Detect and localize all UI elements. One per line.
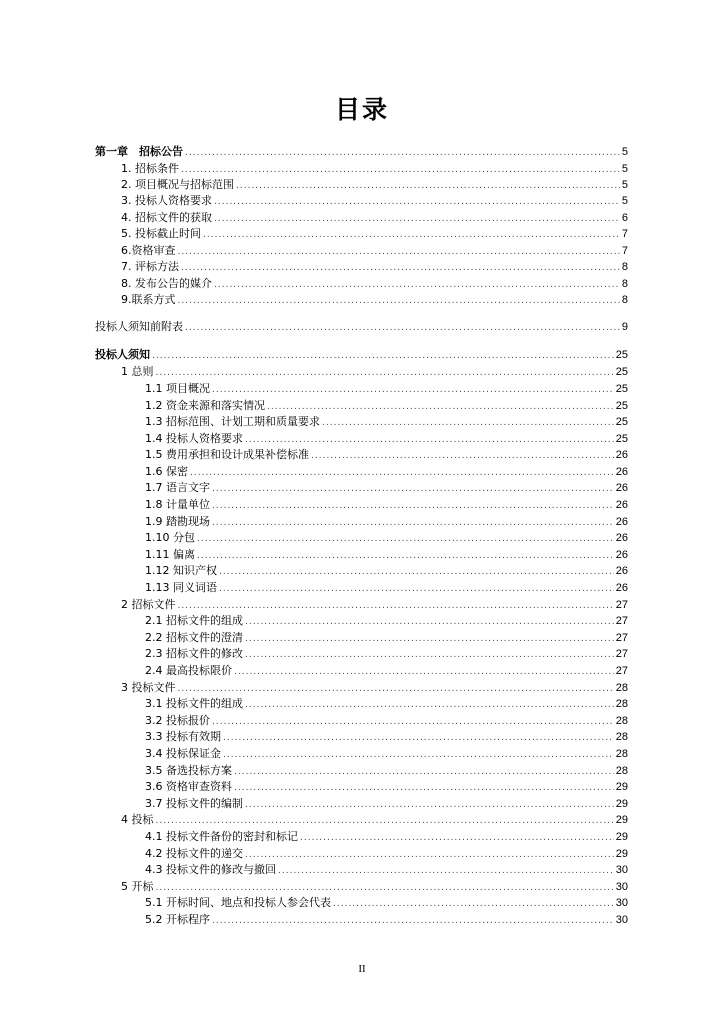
toc-entry[interactable] <box>145 547 628 562</box>
toc-entry-label: 2.3 招标文件的修改 <box>145 647 243 660</box>
toc-entry-page: 28 <box>615 715 628 727</box>
toc-entry-label: 9.联系方式 <box>121 293 176 306</box>
toc-entry-page: 26 <box>615 582 628 594</box>
toc-entry-label: 6.资格审查 <box>121 244 176 257</box>
toc-entry-page: 5 <box>621 195 628 207</box>
toc-entry[interactable] <box>121 161 628 176</box>
toc-entry[interactable] <box>145 713 628 728</box>
toc-entry[interactable] <box>145 912 628 927</box>
toc-entry-label: 8. 发布公告的媒介 <box>121 277 212 290</box>
toc-entry-page: 25 <box>615 433 628 445</box>
toc-entry-page: 28 <box>615 748 628 760</box>
toc-entry-label: 1.6 保密 <box>145 465 188 478</box>
toc-leader-dots <box>178 599 614 614</box>
toc-leader-dots <box>156 881 614 896</box>
toc-entry-page: 26 <box>615 449 628 461</box>
toc-entry-page: 27 <box>615 665 628 677</box>
toc-entry-label: 3.2 投标报价 <box>145 714 210 727</box>
toc-entry-page: 25 <box>615 366 628 378</box>
toc-entry-page: 28 <box>615 731 628 743</box>
toc-entry-label: 5.1 开标时间、地点和投标人参会代表 <box>145 896 331 909</box>
toc-entry-page: 5 <box>621 179 628 191</box>
toc-leader-dots <box>178 245 620 260</box>
toc-entry-page: 5 <box>621 146 628 158</box>
toc-entry-page: 28 <box>615 698 628 710</box>
toc-leader-dots <box>245 615 614 630</box>
toc-entry-label: 1.4 投标人资格要求 <box>145 432 243 445</box>
toc-leader-dots <box>212 482 614 497</box>
toc-entry[interactable] <box>95 319 628 334</box>
toc-entry[interactable] <box>145 796 628 811</box>
toc-entry[interactable] <box>121 597 628 612</box>
toc-entry-page: 26 <box>615 549 628 561</box>
toc-leader-dots <box>267 400 614 415</box>
toc-leader-dots <box>245 433 614 448</box>
toc-entry[interactable] <box>145 895 628 910</box>
toc-leader-dots <box>185 321 620 336</box>
toc-entry-page: 26 <box>615 516 628 528</box>
toc-entry-label: 1.13 同义词语 <box>145 581 217 594</box>
toc-entry-label: 4.1 投标文件备份的密封和标记 <box>145 830 298 843</box>
toc-leader-dots <box>219 565 614 580</box>
toc-entry[interactable] <box>121 259 628 274</box>
toc-entry-page: 27 <box>615 615 628 627</box>
toc-entry-page: 6 <box>621 212 628 224</box>
toc-entry-page: 7 <box>621 228 628 240</box>
toc-leader-dots <box>245 648 614 663</box>
toc-leader-dots <box>156 814 614 829</box>
toc-entry[interactable] <box>145 514 628 529</box>
toc-entry[interactable] <box>121 879 628 894</box>
toc-entry-label: 1.11 偏离 <box>145 548 195 561</box>
toc-entry-page: 26 <box>615 532 628 544</box>
toc-entry[interactable] <box>145 398 628 413</box>
toc-leader-dots <box>181 163 620 178</box>
toc-entry-label: 投标人须知前附表 <box>95 320 183 333</box>
toc-entry[interactable] <box>121 812 628 827</box>
toc-leader-dots <box>197 549 614 564</box>
toc-entry-page: 5 <box>621 163 628 175</box>
toc-entry[interactable] <box>145 779 628 794</box>
toc-entry-label: 1.3 招标范围、计划工期和质量要求 <box>145 415 320 428</box>
toc-leader-dots <box>223 731 614 746</box>
toc-entry-page: 26 <box>615 482 628 494</box>
toc-entry-page: 25 <box>615 383 628 395</box>
toc-entry[interactable] <box>121 226 628 241</box>
toc-entry-page: 26 <box>615 499 628 511</box>
toc-entry[interactable] <box>145 497 628 512</box>
toc-entry-label: 1.10 分包 <box>145 531 195 544</box>
toc-entry-page: 27 <box>615 648 628 660</box>
toc-leader-dots <box>190 466 614 481</box>
toc-entry[interactable] <box>121 276 628 291</box>
toc-entry-label: 2.4 最高投标限价 <box>145 664 232 677</box>
toc-entry-page: 28 <box>615 765 628 777</box>
toc-entry-label: 4. 招标文件的获取 <box>121 211 212 224</box>
toc-entry-label: 5 开标 <box>121 880 154 893</box>
toc-entry-page: 30 <box>615 864 628 876</box>
toc-entry-page: 30 <box>615 881 628 893</box>
toc-entry[interactable] <box>95 144 628 159</box>
toc-entry-page: 29 <box>615 781 628 793</box>
toc-entry[interactable] <box>121 364 628 379</box>
toc-entry-label: 1.7 语言文字 <box>145 481 210 494</box>
toc-leader-dots <box>333 897 614 912</box>
toc-entry-label: 1.5 费用承担和设计成果补偿标准 <box>145 448 309 461</box>
toc-entry[interactable] <box>145 646 628 661</box>
toc-entry-label: 1.8 计量单位 <box>145 498 210 511</box>
toc-entry-page: 25 <box>615 349 628 361</box>
toc-leader-dots <box>212 914 614 929</box>
toc-leader-dots <box>311 449 614 464</box>
toc-leader-dots <box>300 831 614 846</box>
toc-entry-label: 1.2 资金来源和落实情况 <box>145 399 265 412</box>
toc-title: 目录 <box>334 95 389 124</box>
toc-leader-dots <box>219 582 614 597</box>
toc-entry[interactable] <box>145 563 628 578</box>
toc-entry-page: 8 <box>621 278 628 290</box>
toc-entry[interactable] <box>121 193 628 208</box>
toc-entry-label: 2.2 招标文件的澄清 <box>145 631 243 644</box>
toc-leader-dots <box>245 632 614 647</box>
toc-entry-label: 4.3 投标文件的修改与撤回 <box>145 863 276 876</box>
toc-entry[interactable] <box>145 829 628 844</box>
toc-entry[interactable] <box>145 862 628 877</box>
toc-entry-page: 29 <box>615 848 628 860</box>
toc-leader-dots <box>214 212 620 227</box>
toc-entry[interactable] <box>145 580 628 595</box>
toc-entry-label: 2. 项目概况与招标范围 <box>121 178 234 191</box>
toc-entry-page: 9 <box>621 321 628 333</box>
toc-entry[interactable] <box>145 846 628 861</box>
toc-entry-label: 2 招标文件 <box>121 598 176 611</box>
toc-entry-page: 30 <box>615 914 628 926</box>
toc-leader-dots <box>322 416 614 431</box>
toc-entry-label: 3.7 投标文件的编制 <box>145 797 243 810</box>
toc-leader-dots <box>245 848 614 863</box>
toc-leader-dots <box>212 715 614 730</box>
toc-entry-label: 5. 投标截止时间 <box>121 227 201 240</box>
toc-entry[interactable] <box>145 746 628 761</box>
toc-entry[interactable] <box>145 464 628 479</box>
toc-leader-dots <box>156 366 614 381</box>
toc-entry-page: 30 <box>615 897 628 909</box>
toc-leader-dots <box>197 532 614 547</box>
toc-entry-page: 29 <box>615 831 628 843</box>
toc-leader-dots <box>223 748 614 763</box>
toc-entry-page: 27 <box>615 632 628 644</box>
toc-entry[interactable] <box>121 292 628 307</box>
toc-entry-label: 1.9 踏勘现场 <box>145 515 210 528</box>
toc-entry-page: 27 <box>615 599 628 611</box>
toc-leader-dots <box>245 798 614 813</box>
toc-entry-page: 29 <box>615 798 628 810</box>
toc-entry[interactable] <box>145 480 628 495</box>
toc-entry[interactable] <box>145 530 628 545</box>
toc-entry-page: 25 <box>615 416 628 428</box>
toc-leader-dots <box>214 195 620 210</box>
toc-entry-label: 7. 评标方法 <box>121 260 179 273</box>
toc-entry-page: 26 <box>615 565 628 577</box>
toc-entry[interactable] <box>145 431 628 446</box>
toc-entry[interactable] <box>145 696 628 711</box>
toc-entry-label: 第一章 招标公告 <box>95 145 183 158</box>
toc-leader-dots <box>278 864 614 879</box>
toc-entry-page: 8 <box>621 294 628 306</box>
toc-entry[interactable] <box>121 680 628 695</box>
toc-leader-dots <box>178 294 620 309</box>
toc-entry-label: 1. 招标条件 <box>121 162 179 175</box>
toc-entry-label: 1.12 知识产权 <box>145 564 217 577</box>
toc-entry-label: 3 投标文件 <box>121 681 176 694</box>
toc-entry-label: 1 总则 <box>121 365 154 378</box>
toc-entry[interactable] <box>145 381 628 396</box>
toc-entry[interactable] <box>145 630 628 645</box>
toc-entry-page: 28 <box>615 682 628 694</box>
toc-entry-page: 29 <box>615 814 628 826</box>
toc-leader-dots <box>236 179 620 194</box>
toc-entry-label: 投标人须知 <box>95 348 150 361</box>
toc-leader-dots <box>245 698 614 713</box>
toc-leader-dots <box>181 261 620 276</box>
toc-entry-label: 3.3 投标有效期 <box>145 730 221 743</box>
toc-entry[interactable] <box>121 243 628 258</box>
toc-leader-dots <box>214 278 620 293</box>
toc-entry[interactable] <box>145 763 628 778</box>
toc-entry-page: 25 <box>615 400 628 412</box>
toc-entry[interactable] <box>145 447 628 462</box>
toc-entry-label: 3.6 资格审查资料 <box>145 780 232 793</box>
toc-leader-dots <box>185 146 620 161</box>
toc-entry-label: 3.4 投标保证金 <box>145 747 221 760</box>
toc-entry-label: 3. 投标人资格要求 <box>121 194 212 207</box>
toc-leader-dots <box>178 682 614 697</box>
toc-entry-label: 4.2 投标文件的递交 <box>145 847 243 860</box>
toc-leader-dots <box>234 781 614 796</box>
toc-leader-dots <box>212 383 614 398</box>
toc-entry[interactable] <box>95 347 628 362</box>
toc-entry-label: 4 投标 <box>121 813 154 826</box>
toc-entry-label: 2.1 招标文件的组成 <box>145 614 243 627</box>
toc-leader-dots <box>212 516 614 531</box>
toc-leader-dots <box>152 349 614 364</box>
toc-entry[interactable] <box>145 414 628 429</box>
toc-entry-label: 3.1 投标文件的组成 <box>145 697 243 710</box>
toc-entry-page: 7 <box>621 245 628 257</box>
toc-entry[interactable] <box>145 613 628 628</box>
page-number: II <box>358 963 366 975</box>
toc-entry-label: 5.2 开标程序 <box>145 913 210 926</box>
toc-leader-dots <box>234 765 614 780</box>
toc-entry-label: 3.5 备选投标方案 <box>145 764 232 777</box>
toc-leader-dots <box>203 228 620 243</box>
toc-leader-dots <box>212 499 614 514</box>
toc-entry-page: 26 <box>615 466 628 478</box>
toc-entry-label: 1.1 项目概况 <box>145 382 210 395</box>
toc-entry[interactable] <box>145 729 628 744</box>
toc-entry-page: 8 <box>621 261 628 273</box>
toc-entry[interactable] <box>145 663 628 678</box>
toc-entry[interactable] <box>121 210 628 225</box>
toc-leader-dots <box>234 665 614 680</box>
toc-entry[interactable] <box>121 177 628 192</box>
